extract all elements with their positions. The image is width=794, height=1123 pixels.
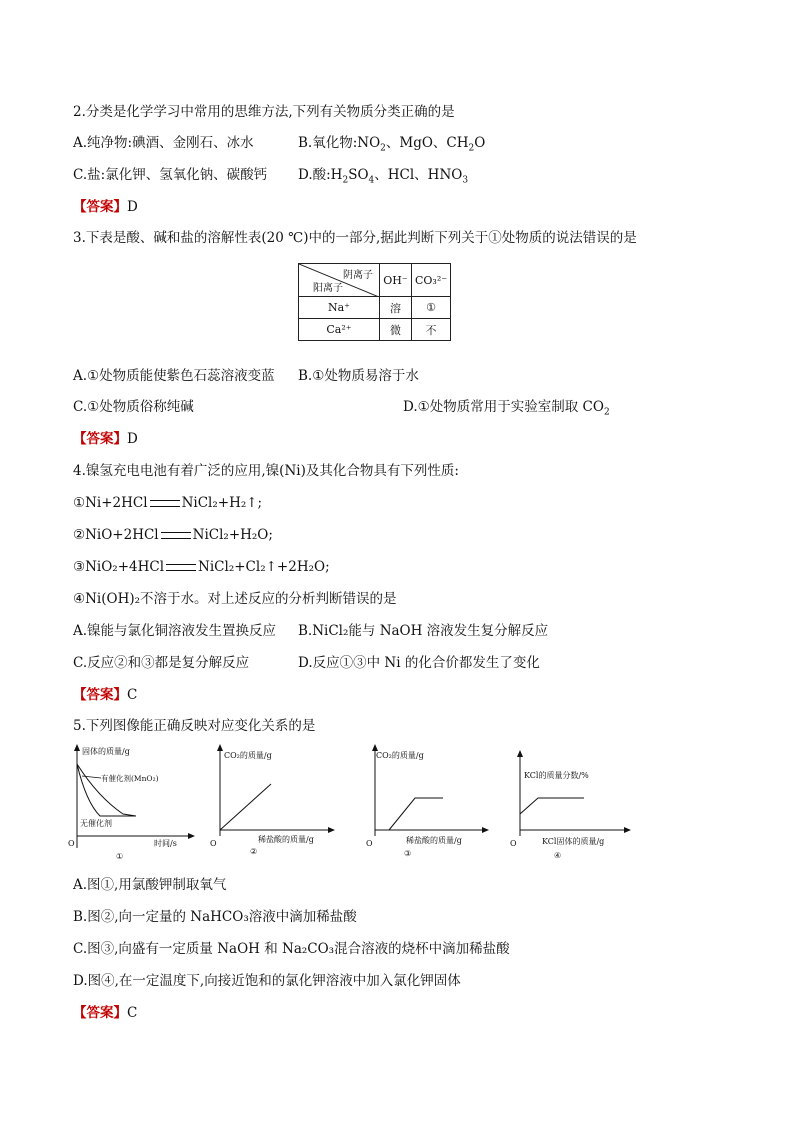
graph4-xlabel: KCl固体的质量/g [542,837,605,846]
q3-option-b: B.①处物质易溶于水 [298,368,419,384]
q3-option-a: A.①处物质能使紫色石蕊溶液变蓝 [73,368,275,384]
graph2-ylabel: CO₂的质量/g [224,751,272,760]
graph1-origin: O [68,839,75,848]
q5-stem: 5.下列图像能正确反映对应变化关系的是 [73,718,316,734]
graph4-origin: O [510,839,517,848]
graph1-ylabel: 固体的质量/g [82,747,130,756]
header-anion: 阴离子 [343,270,373,281]
row-na-label: Na⁺ [299,297,380,319]
row-ca-oh: 微 [380,319,412,341]
q4-equation-3: ③NiO₂+4HCl NiCl₂+Cl₂↑+2H₂O; [73,559,330,575]
q4-option-a: A.镍能与氯化铜溶液发生置换反应 [73,623,277,639]
header-co3: CO₃²⁻ [412,264,451,297]
q2-option-a: A.纯净物:碘酒、金刚石、冰水 [73,135,254,151]
row-ca-co3: 不 [412,319,451,341]
q4-equation-1: ①Ni+2HCl NiCl₂+H₂↑; [73,495,263,511]
q2-option-b: B.氧化物$:NO_2$、MgO、$CH_2O$ [298,135,486,154]
header-oh: OH⁻ [380,264,412,297]
q5-option-c: C.图③,向盛有一定质量 NaOH 和 Na₂CO₃混合溶液的烧杯中滴加稀盐酸 [73,941,510,957]
q4-equation-2: ②NiO+2HCl NiCl₂+H₂O; [73,527,273,543]
graph-3 [366,742,496,864]
q2-answer: 【答案】D [73,199,138,215]
q3-option-c: C.①处物质俗称纯碱 [73,399,194,415]
graph4-ylabel: KCl的质量分数/% [524,771,589,780]
q2-option-c: C.盐:氯化钾、氢氧化钠、碳酸钙 [73,167,268,183]
q4-option-b: B.NiCl₂能与 NaOH 溶液发生复分解反应 [298,623,549,639]
graph3-origin: O [366,839,373,848]
header-cation: 阳离子 [313,283,343,294]
graph-4 [508,742,638,864]
q3-answer: 【答案】D [73,431,138,447]
row-na-co3: ① [412,297,451,319]
q4-option-d: D.反应①③中 Ni 的化合价都发生了变化 [298,655,540,671]
graph2-origin: O [210,839,217,848]
graph3-ylabel: CO₂的质量/g [376,751,424,760]
equals-sign [166,564,196,571]
solubility-table [298,263,451,341]
equals-sign [161,532,191,539]
q2-option-d: D.酸$:H_2SO_4$、HCl、$HNO_3$ [298,167,469,186]
graph3-xlabel: 稀盐酸的质量/g [406,836,462,845]
q4-stem: 4.镍氢充电电池有着广泛的应用,镍(Ni)及其化合物具有下列性质: [73,463,459,479]
q3-option-d: D.①处物质常用于实验室制取 $CO_2$ [403,399,610,418]
row-na-oh: 溶 [380,297,412,319]
graph2-xlabel: 稀盐酸的质量/g [258,835,314,844]
graph-2 [208,742,338,864]
graph2-number: ② [250,847,258,856]
q5-option-a: A.图①,用氯酸钾制取氧气 [73,877,227,893]
q4-fact: ④Ni(OH)₂不溶于水。对上述反应的分析判断错误的是 [73,591,397,607]
graph4-number: ④ [554,851,562,860]
q3-stem: 3.下表是酸、碱和盐的溶解性表(20 ℃)中的一部分,据此判断下列关于①处物质的说法错误的是 [73,230,637,246]
q2-stem: 2.分类是化学学习中常用的思维方法,下列有关物质分类正确的是 [73,104,455,120]
row-ca-label: Ca²⁺ [299,319,380,341]
graph1-note-no-catalyst: 无催化剂 [80,819,112,828]
q4-answer: 【答案】C [73,687,138,703]
equals-sign [150,500,180,507]
graph3-number: ③ [404,849,412,858]
graph-1 [68,742,198,864]
q4-option-c: C.反应②和③都是复分解反应 [73,655,250,671]
graph1-number: ① [116,852,124,861]
graph1-xlabel: 时间/s [154,839,177,848]
q5-option-b: B.图②,向一定量的 NaHCO₃溶液中滴加稀盐酸 [73,909,357,925]
q5-option-d: D.图④,在一定温度下,向接近饱和的氯化钾溶液中加入氯化钾固体 [73,973,461,989]
table-corner-cell [299,264,380,297]
graph1-note-catalyst: 有催化剂(MnO₂) [101,774,159,783]
q5-answer: 【答案】C [73,1005,138,1021]
